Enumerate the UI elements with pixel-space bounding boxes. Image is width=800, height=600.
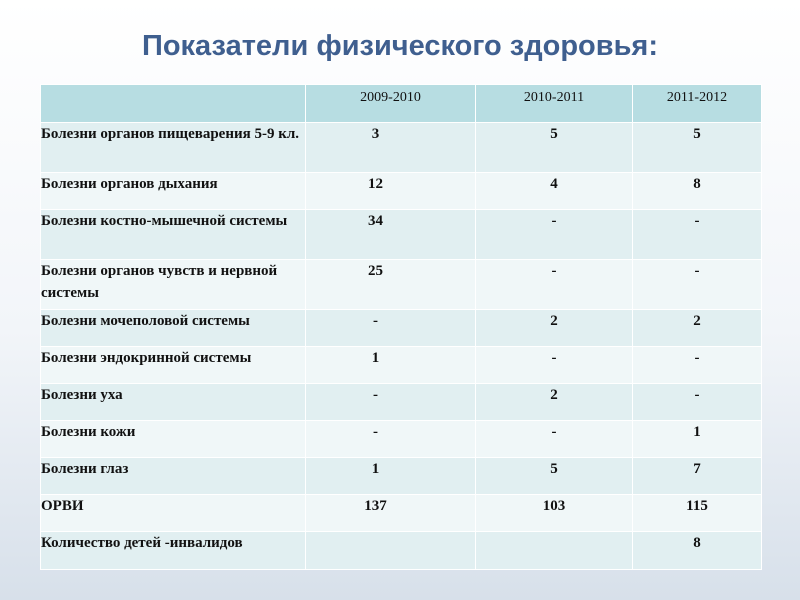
value-cell: 1 xyxy=(306,347,476,384)
value-cell: - xyxy=(476,347,633,384)
health-indicators-table xyxy=(40,84,762,570)
row-label: Болезни органов дыхания xyxy=(41,173,306,210)
slide-title: Показатели физического здоровья: xyxy=(141,30,659,62)
value-cell: 5 xyxy=(633,123,762,173)
value-cell: - xyxy=(633,260,762,310)
value-cell: 7 xyxy=(633,458,762,495)
row-label: Болезни кожи xyxy=(41,421,306,458)
value-cell: - xyxy=(476,421,633,458)
row-label: Болезни эндокринной системы xyxy=(41,347,306,384)
row-label: Болезни органов чувств и нервной системы xyxy=(41,260,306,310)
value-cell: 25 xyxy=(306,260,476,310)
value-cell: 4 xyxy=(476,173,633,210)
value-cell: - xyxy=(476,210,633,260)
table-row xyxy=(41,458,762,495)
row-label: ОРВИ xyxy=(41,495,306,532)
value-cell: 34 xyxy=(306,210,476,260)
value-cell: - xyxy=(306,384,476,421)
value-cell: 5 xyxy=(476,458,633,495)
row-label: Болезни уха xyxy=(41,384,306,421)
row-label: Болезни органов пищеварения 5-9 кл. xyxy=(41,123,306,173)
row-label: Количество детей -инвалидов xyxy=(41,532,306,570)
table-header-row xyxy=(41,85,762,123)
value-cell xyxy=(476,532,633,570)
value-cell: 1 xyxy=(306,458,476,495)
value-cell: 8 xyxy=(633,532,762,570)
table-row xyxy=(41,532,762,570)
table-row xyxy=(41,210,762,260)
table-row xyxy=(41,173,762,210)
value-cell: 115 xyxy=(633,495,762,532)
table-row xyxy=(41,347,762,384)
value-cell: 2 xyxy=(633,310,762,347)
value-cell: - xyxy=(633,210,762,260)
table-row xyxy=(41,421,762,458)
table-row xyxy=(41,495,762,532)
value-cell: - xyxy=(306,310,476,347)
value-cell: 2 xyxy=(476,310,633,347)
table-row xyxy=(41,384,762,421)
value-cell: - xyxy=(476,260,633,310)
value-cell: - xyxy=(633,347,762,384)
value-cell: 137 xyxy=(306,495,476,532)
header-cell-empty xyxy=(41,85,306,123)
value-cell: 8 xyxy=(633,173,762,210)
row-label: Болезни глаз xyxy=(41,458,306,495)
value-cell: 1 xyxy=(633,421,762,458)
value-cell: 3 xyxy=(306,123,476,173)
value-cell: 2 xyxy=(476,384,633,421)
table-row xyxy=(41,260,762,310)
table-row xyxy=(41,310,762,347)
value-cell: - xyxy=(633,384,762,421)
value-cell: 12 xyxy=(306,173,476,210)
value-cell xyxy=(306,532,476,570)
table-row xyxy=(41,123,762,173)
header-cell-2010-2011: 2010-2011 xyxy=(476,85,633,123)
row-label: Болезни костно-мышечной системы xyxy=(41,210,306,260)
row-label: Болезни мочеполовой системы xyxy=(41,310,306,347)
header-cell-2011-2012: 2011-2012 xyxy=(633,85,762,123)
value-cell: 5 xyxy=(476,123,633,173)
header-cell-2009-2010: 2009-2010 xyxy=(306,85,476,123)
value-cell: 103 xyxy=(476,495,633,532)
value-cell: - xyxy=(306,421,476,458)
